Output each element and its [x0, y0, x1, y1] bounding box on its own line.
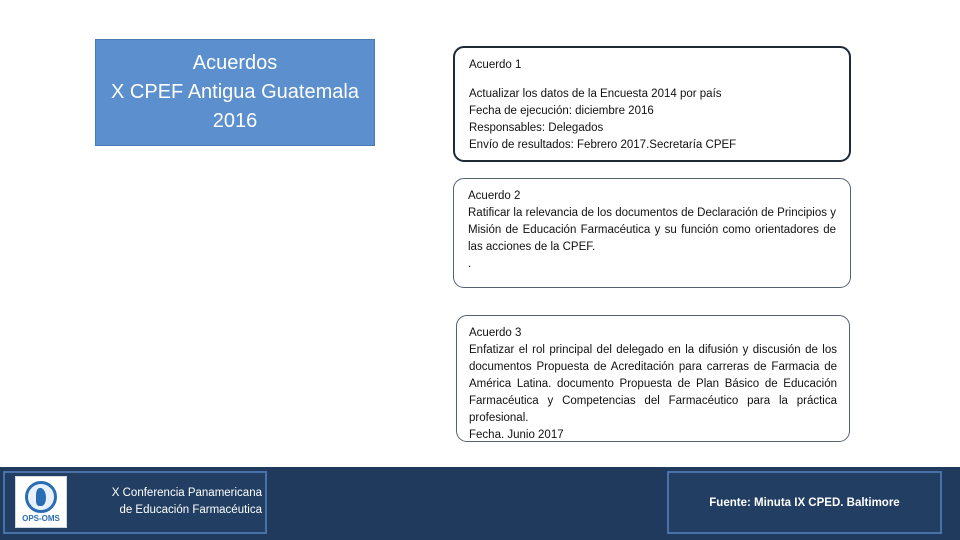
agreement-1-line-3: Responsables: Delegados [469, 122, 604, 134]
source-text: Fuente: Minuta IX CPED. Baltimore [709, 496, 900, 509]
agreement-2-body: Ratificar la relevancia de los documentos de Declaración de Principios y Misión de Educación Farmacéutica y su función como orientadores de las acciones de la CPEF. [468, 207, 836, 253]
agreement-3-heading: Acuerdo 3 [469, 327, 522, 339]
conference-line-2: de Educación Farmacéutica [119, 504, 262, 516]
agreement-3-date: Fecha. Junio 2017 [469, 429, 564, 441]
agreement-card-2 [453, 178, 851, 288]
footer-source-panel [667, 471, 942, 534]
agreement-3-body: Enfatizar el rol principal del delegado en la difusión y discusión de los documentos Propuesta de Acreditación para carreras de Farmacia de América Latina. documento Propuesta de Plan Básico de Educación Farmacéutica y Competencias del Farmacéutico para la práctica profesional. [469, 344, 837, 424]
agreement-2-trailing: . [468, 258, 472, 270]
agreement-1-heading: Acuerdo 1 [469, 59, 522, 71]
agreement-card-3 [456, 315, 850, 442]
agreement-1-line-2: Fecha de ejecución: diciembre 2016 [469, 105, 654, 117]
agreement-card-1 [453, 46, 851, 162]
title-line-3: 2016 [212, 110, 258, 132]
agreement-1-line-4: Envío de resultados: Febrero 2017.Secretaría CPEF [469, 139, 737, 151]
conference-line-1: X Conferencia Panamericana [111, 487, 262, 499]
title-box [95, 39, 375, 146]
logo-text: OPS-OMS [22, 513, 60, 523]
title-line-2: X CPEF Antigua Guatemala [111, 81, 359, 103]
title-line-1: Acuerdos [192, 52, 278, 74]
ops-oms-logo [15, 476, 67, 528]
agreement-1-line-1: Actualizar los datos de la Encuesta 2014 por país [469, 88, 722, 100]
ops-oms-globe-icon [25, 481, 57, 513]
agreement-2-heading: Acuerdo 2 [468, 190, 521, 202]
conference-name [82, 485, 262, 519]
